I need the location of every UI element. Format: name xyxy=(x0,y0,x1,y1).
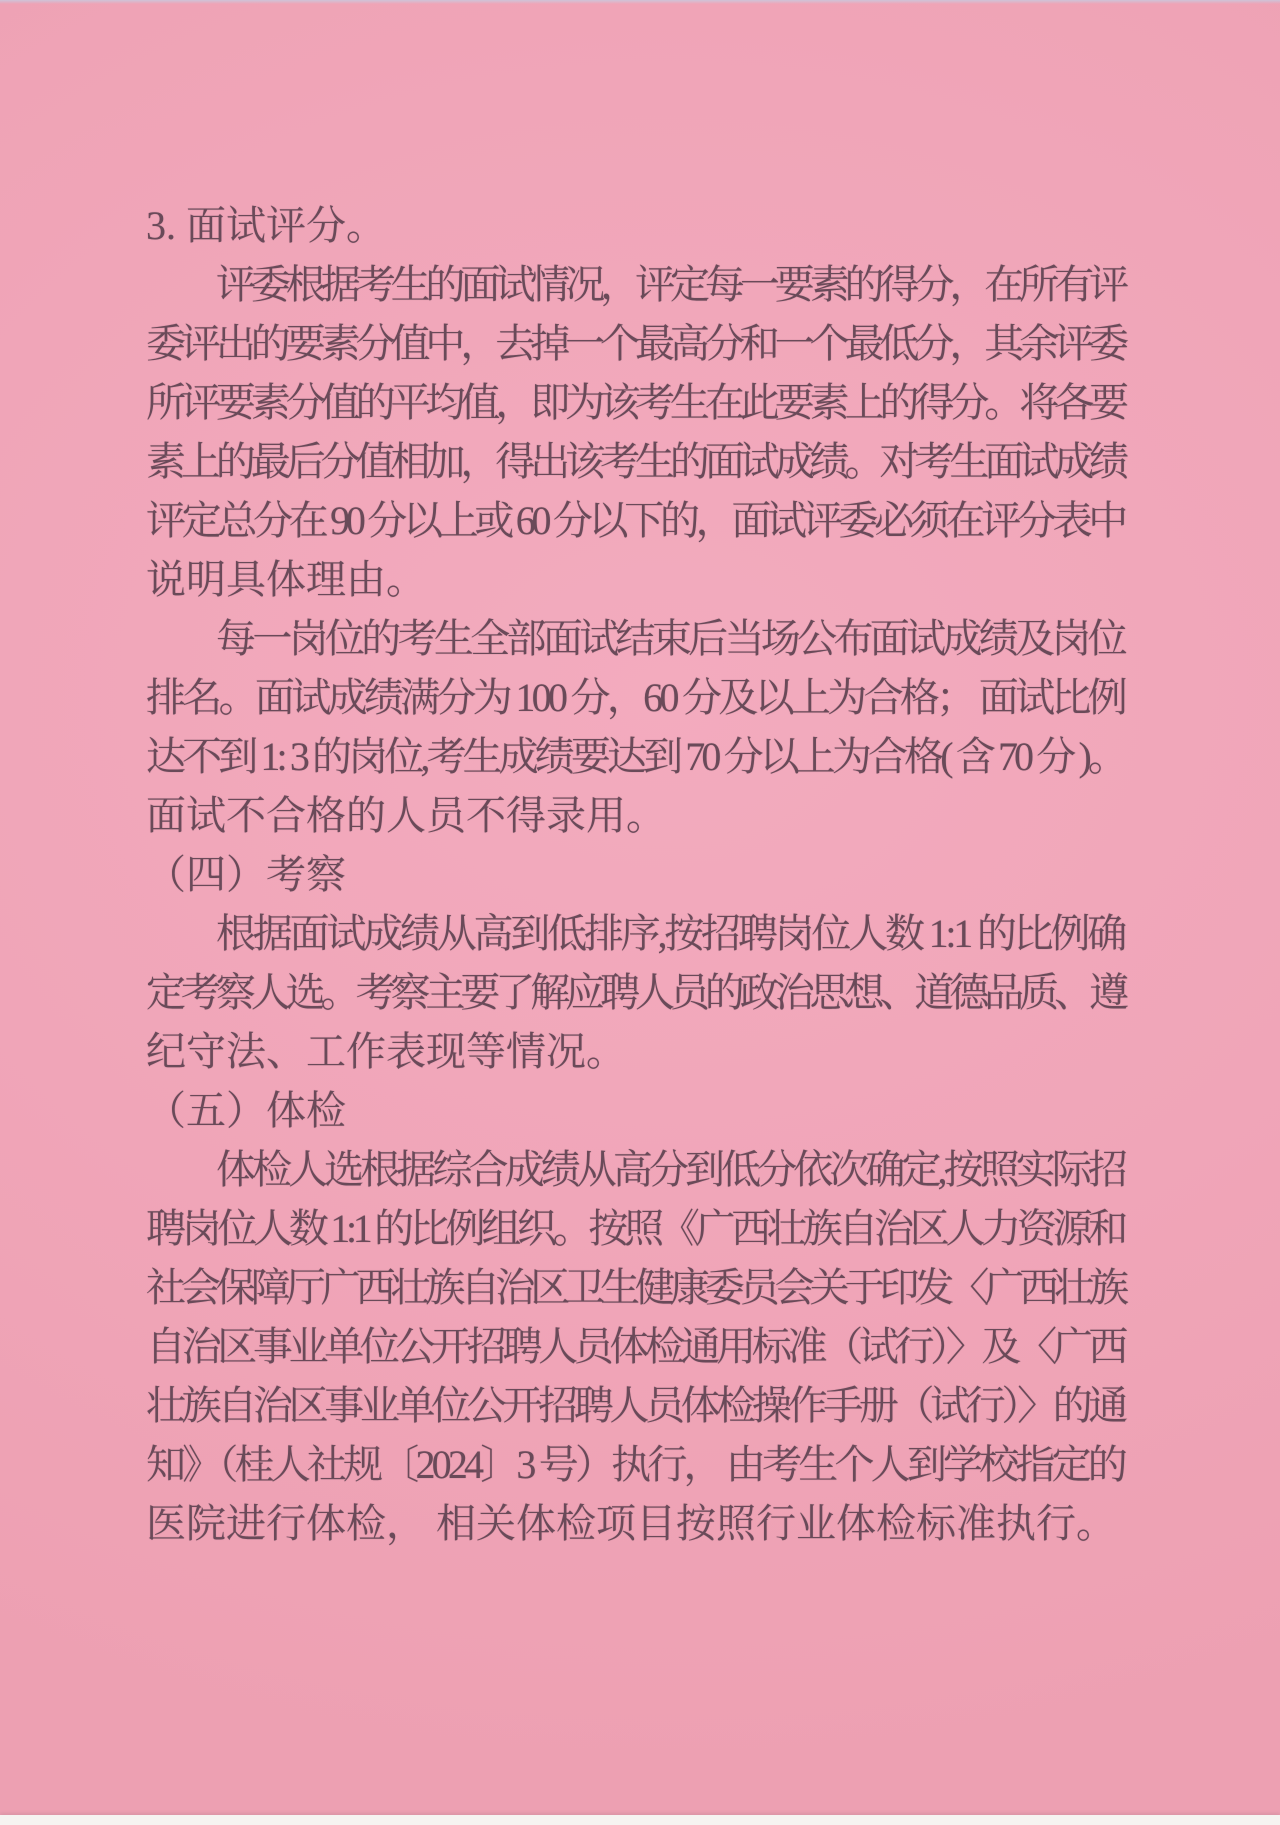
line-text: 排名。面试成绩满分为 100 分，60 分及以上为合格； 面试比例 xyxy=(146,675,1124,720)
heading-section-4-inspection xyxy=(146,845,1124,904)
text-line xyxy=(146,1022,1124,1081)
line-text: （五）体检 xyxy=(146,1088,346,1133)
line-text: 3. 面试评分。 xyxy=(146,203,386,248)
text-line xyxy=(146,963,1124,1022)
line-text: 定考察人选。考察主要了解应聘人员的政治思想、道德品质、遵 xyxy=(146,970,1124,1015)
text-line xyxy=(146,373,1124,432)
text-line xyxy=(146,491,1124,550)
scan-edge-bottom xyxy=(0,1815,1280,1825)
line-text: 知》（桂人社规〔2024〕3 号）执行， 由考生个人到学校指定的 xyxy=(146,1442,1124,1487)
text-line xyxy=(146,1376,1124,1435)
text-line xyxy=(146,904,1124,963)
text-line xyxy=(146,314,1124,373)
text-line xyxy=(146,786,1124,845)
text-line xyxy=(146,727,1124,786)
heading-section-5-physical-exam xyxy=(146,1081,1124,1140)
text-line xyxy=(146,255,1124,314)
text-line xyxy=(146,550,1124,609)
text-line xyxy=(146,1317,1124,1376)
text-line xyxy=(146,432,1124,491)
text-line xyxy=(146,1494,1124,1553)
line-text: 评委根据考生的面试情况，评定每一要素的得分，在所有评 xyxy=(216,262,1124,307)
line-text: 每一岗位的考生全部面试结束后当场公布面试成绩及岗位 xyxy=(216,616,1124,661)
line-text: 素上的最后分值相加，得出该考生的面试成绩。对考生面试成绩 xyxy=(146,439,1124,484)
line-text: 委评出的要素分值中，去掉一个最高分和一个最低分，其余评委 xyxy=(146,321,1124,366)
line-text: （四）考察 xyxy=(146,852,346,897)
text-line xyxy=(146,1140,1124,1199)
scan-edge-top xyxy=(0,0,1280,4)
line-text: 聘岗位人数 1:1 的比例组织。按照《广西壮族自治区人力资源和 xyxy=(146,1206,1124,1251)
text-line xyxy=(146,1199,1124,1258)
line-text: 体检人选根据综合成绩从高分到低分依次确定,按照实际招 xyxy=(216,1147,1124,1192)
line-text: 说明具体理由。 xyxy=(146,557,426,602)
line-text: 根据面试成绩从高到低排序,按招聘岗位人数 1:1 的比例确 xyxy=(216,911,1124,956)
line-text: 社会保障厅广西壮族自治区卫生健康委员会关于印发〈广西壮族 xyxy=(146,1265,1124,1310)
line-text: 评定总分在 90 分以上或 60 分以下的，面试评委必须在评分表中 xyxy=(146,498,1124,543)
line-text: 所评要素分值的平均值，即为该考生在此要素上的得分。将各要 xyxy=(146,380,1124,425)
line-text: 医院进行体检， 相关体检项目按照行业体检标准执行。 xyxy=(146,1501,1116,1546)
line-text: 自治区事业单位公开招聘人员体检通用标准（试行）〉及〈广西 xyxy=(146,1324,1124,1369)
line-text: 面试不合格的人员不得录用。 xyxy=(146,793,666,838)
line-text: 达不到 1: 3 的岗位,考生成绩要达到 70 分以上为合格( 含 70 分 )。 xyxy=(146,734,1124,779)
text-block xyxy=(146,196,1124,1553)
line-text: 壮族自治区事业单位公开招聘人员体检操作手册（试行）〉的通 xyxy=(146,1383,1124,1428)
heading-interview-scoring xyxy=(146,196,1124,255)
line-text: 纪守法、工作表现等情况。 xyxy=(146,1029,626,1074)
text-line xyxy=(146,609,1124,668)
text-line xyxy=(146,668,1124,727)
text-line xyxy=(146,1435,1124,1494)
text-line xyxy=(146,1258,1124,1317)
